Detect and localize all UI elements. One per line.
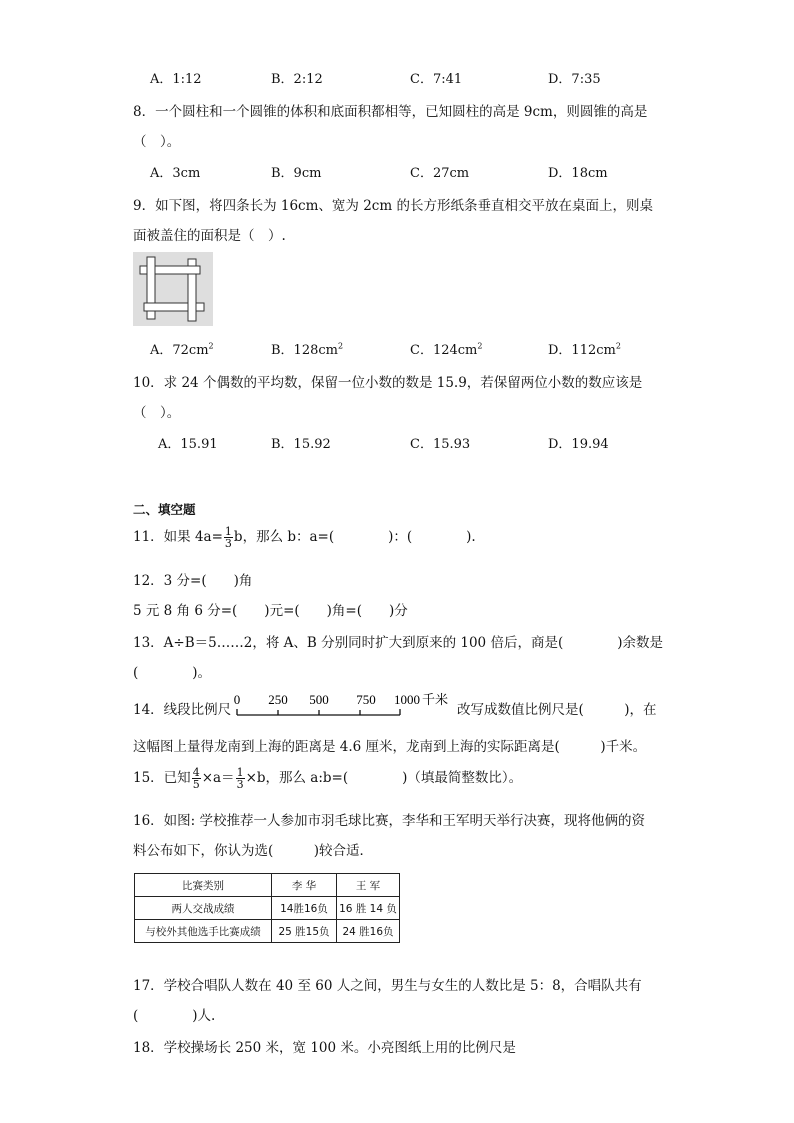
q15-line: 15．已知 $\frac{4}{5}$ ×a＝ $\frac{1}{3}$ ×b，那么 a:b=( )（填最简整数比）。 — [133, 766, 523, 791]
q11-line: 11．如果 4a= $\frac{1}{3}$ b，那么 b：a=( )：( ). — [133, 525, 476, 550]
q10-stem-line1: 10．求 24 个偶数的平均数，保留一位小数的数是 15.9，若保留两位小数的数应该是 — [133, 375, 643, 391]
q10-stem-line2: （ ）。 — [133, 405, 181, 421]
q10-option-b: B．15.92 — [271, 437, 331, 452]
results-table — [134, 873, 400, 943]
q8-stem-line1: 8．一个圆柱和一个圆锥的体积和底面积都相等，已知圆柱的高是 9cm，则圆锥的高是 — [133, 104, 648, 120]
table-row — [135, 897, 400, 920]
q8-option-d: D．18cm — [548, 166, 608, 181]
q10-option-d: D．19.94 — [548, 437, 609, 452]
q10-option-a: A．15.91 — [158, 437, 218, 452]
q15-fraction-2: $\frac{1}{3}$ — [236, 766, 244, 791]
q16-line1: 16．如图: 学校推荐一人参加市羽毛球比赛，李华和王军明天举行决赛，现将他俩的资 — [133, 813, 646, 829]
q9-option-d: D．$112cm^2$ — [548, 341, 621, 358]
table-cell: 与校外其他选手比赛成绩 — [135, 920, 272, 943]
table-header: 王 军 — [337, 874, 400, 897]
scale-label-0: 0 — [233, 692, 241, 707]
scale-label-250: 250 — [268, 692, 288, 707]
scale-label-500: 500 — [309, 692, 329, 707]
q16-line2: 料公布如下，你认为选( )较合适． — [133, 843, 374, 859]
table-cell: 16 胜 14 负 — [337, 897, 400, 920]
table-row — [135, 920, 400, 943]
q9-option-b: B．$128cm^2$ — [271, 341, 344, 358]
table-header-row — [135, 874, 400, 897]
q13-line1: 13．A÷B＝5……2，将 A、B 分别同时扩大到原来的 100 倍后，商是( )余数是 — [133, 635, 663, 651]
q7-option-c: C．7:41 — [410, 72, 463, 87]
q10-option-c: C．15.93 — [410, 437, 471, 452]
q13-line2: ( )。 — [133, 665, 212, 681]
q17-line2: ( )人. — [133, 1008, 216, 1024]
q14-suffix: 改写成数值比例尺是( )，在 — [457, 702, 657, 718]
q14-line2: 这幅图上量得龙南到上海的距离是 4.6 厘米，龙南到上海的实际距离是( )千米。 — [133, 739, 647, 755]
scale-label-750: 750 — [356, 692, 376, 707]
table-cell: 两人交战成绩 — [135, 897, 272, 920]
q12-line2: 5 元 8 角 6 分=( )元=( )角=( )分 — [133, 603, 408, 619]
q8-stem-line2: （ ）。 — [133, 134, 181, 150]
q9-stem-line1: 9．如下图，将四条长为 16cm、宽为 2cm 的长方形纸条垂直相交平放在桌面上，则桌 — [133, 198, 653, 214]
q9-option-a: A．$72cm^2$ — [150, 341, 214, 358]
q11-fraction: $\frac{1}{3}$ — [224, 525, 232, 550]
q7-option-d: D．7:35 — [548, 72, 601, 87]
q9-stem-line2: 面被盖住的面积是（ ）. — [133, 228, 286, 244]
q15-fraction-1: $\frac{4}{5}$ — [192, 766, 200, 791]
section-title: 二、填空题 — [133, 502, 196, 517]
q8-option-a: A．3cm — [150, 166, 201, 181]
q14-prefix: 14．线段比例尺 — [133, 702, 232, 718]
line-scale-bar — [232, 690, 457, 720]
q17-line1: 17．学校合唱队人数在 40 至 60 人之间，男生与女生的人数比是 5：8，合唱队共有 — [133, 978, 642, 994]
table-cell: 24 胜16负 — [337, 920, 400, 943]
table-header: 比赛类别 — [135, 874, 272, 897]
q8-option-b: B．9cm — [271, 166, 322, 181]
q18-line1: 18．学校操场长 250 米，宽 100 米。小亮图纸上用的比例尺是 — [133, 1040, 516, 1056]
q8-option-c: C．27cm — [410, 166, 470, 181]
table-cell: 25 胜15负 — [272, 920, 337, 943]
q7-option-a: A．1:12 — [150, 72, 202, 87]
table-cell: 14胜16负 — [272, 897, 337, 920]
q12-line1: 12．3 分=( )角 — [133, 573, 253, 589]
q9-option-c: C．$124cm^2$ — [410, 341, 483, 358]
q7-option-b: B．2:12 — [271, 72, 323, 87]
scale-label-1000: 1000 — [394, 692, 420, 707]
paper-strips-figure — [133, 252, 213, 326]
scale-unit: 千米 — [422, 693, 449, 708]
table-header: 李 华 — [272, 874, 337, 897]
